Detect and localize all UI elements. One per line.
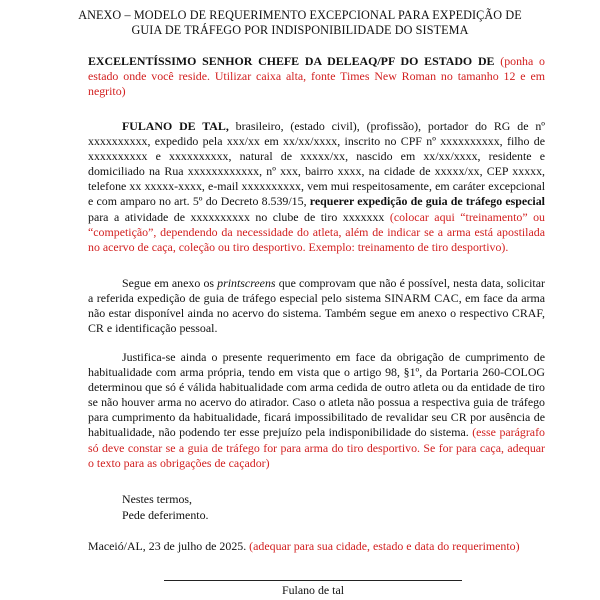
justification-text: Justifica-se ainda o presente requerimento em face da obrigação de cumprimento de habitualidade com arma própria, tendo em vista que o artigo 98, §1º, da Portaria 260-COLOG determinou que só é válida habitualidade com arma cedida de outro atleta ou da entidade de tiro se não houver arma no acervo do atirador. Caso o atleta não possua a respectiva guia de tráfego para cumprimento da habitualidade, ficará impossibilitado de revalidar seu CR por ausência de habitualidade, não podendo ter esse prejuízo pela indisponibilidade do sistema. — [88, 350, 545, 440]
addressee-paragraph — [88, 54, 545, 99]
date-text: Maceió/AL, 23 de julho de 2025. — [88, 539, 247, 553]
addressee-instruction: (ponha o estado onde você reside. Utilizar caixa alta, fonte Times New Roman no tamanho 12 e em negrito) — [88, 54, 545, 99]
document-title — [60, 8, 540, 38]
signature-name: Fulano de tal — [281, 583, 345, 597]
requester-details: brasileiro, (estado civil), (profissão), portador do RG de nº xxxxxxxxxx, expedido pela xxx/xx em xx/xx/xxxx, inscrito no CPF nº xxxxxxxxxx, filho de xxxxxxxxxx e xxxxxxxxxx, natural de xxxxx/xx, nascido em xx/xx/xxxx, residente e domiciliado na Rua xxxxxxxxxxxx, nº xxx, bairro xxxx, na cidade de xxxxx/xx, CEP xxxxx, telefone xx xxxxx-xxxx, e-mail xxxxxxxxxx, vem mui respeitosamente, em caráter excepcional e com amparo no art. 5º do Decreto 8.539/15, — [88, 119, 545, 209]
closing-line-1: Nestes termos, — [122, 492, 193, 506]
request-statement: requerer expedição de guia de tráfego especial — [309, 194, 545, 209]
justification-paragraph — [88, 350, 545, 471]
title-line-2: GUIA DE TRÁFEGO POR INDISPONIBILIDADE DO SISTEMA — [131, 23, 469, 37]
requester-name: FULANO DE TAL, — [122, 119, 229, 133]
activity-text: para a atividade de xxxxxxxxxx no clube de tiro xxxxxxx — [88, 209, 385, 224]
addressee-heading: EXCELENTÍSSIMO SENHOR CHEFE DA DELEAQ/PF DO ESTADO DE — [88, 54, 495, 68]
activity-instruction: (colocar aqui “treinamento” ou “competição”, dependendo da necessidade do atleta, além de indicar se a arma está apostilada no acervo de caça, coleção ou tiro desportivo. Exemplo: treinamento de tiro desportivo). — [88, 209, 545, 254]
justification-instruction: (esse parágrafo só deve constar se a guia de tráfego for para arma do tiro desportivo. Se for para caça, adequar o texto para as obrigações de caçador) — [88, 425, 545, 470]
closing-line-2: Pede deferimento. — [122, 508, 209, 522]
evidence-text-start: Segue em anexo os — [122, 276, 215, 290]
identification-paragraph — [88, 119, 545, 255]
date-instruction: (adequar para sua cidade, estado e data do requerimento) — [249, 539, 520, 553]
evidence-paragraph — [88, 276, 545, 336]
date-line — [88, 539, 520, 554]
title-line-1: ANEXO – MODELO DE REQUERIMENTO EXCEPCIONAL PARA EXPEDIÇÃO DE — [78, 8, 522, 22]
evidence-italic-term: printscreens — [217, 276, 276, 290]
evidence-text-end: que comprovam que não é possível, nesta data, solicitar a referida expedição de guia de tráfego especial pelo sistema SINARM CAC, em face da arma não estar disponível ainda no acervo do sistema. Também segue em anexo o respectivo CRAF, CR e identificação pessoal. — [88, 276, 545, 336]
signature-line — [164, 580, 462, 581]
